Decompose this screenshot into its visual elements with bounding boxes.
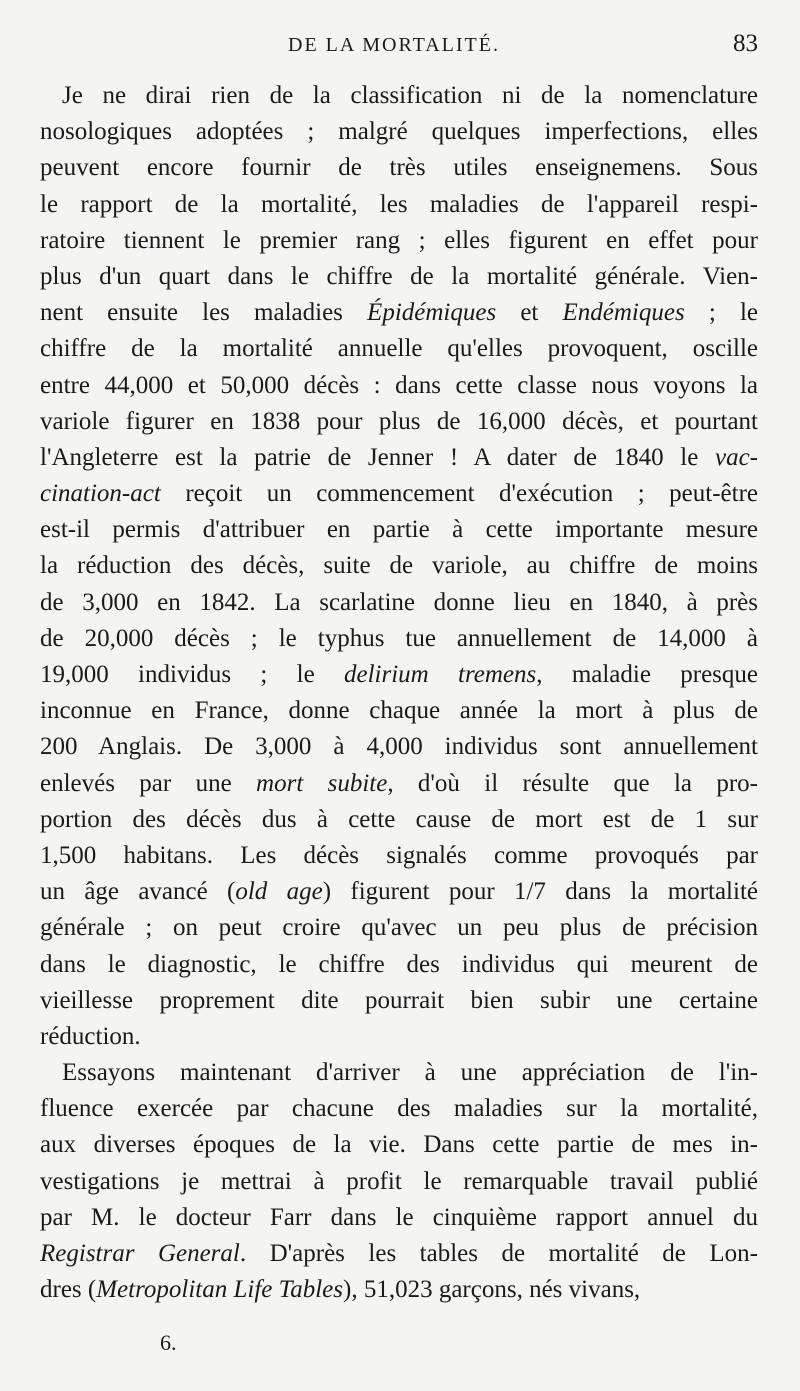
- text-line: 200 Anglais. De 3,000 à 4,000 individus sont annuellement: [40, 733, 758, 761]
- text-line: aux diverses époques de la vie. Dans cette partie de mes in-: [40, 1131, 758, 1159]
- text-line: par M. le docteur Farr dans le cinquième rapport annuel du: [40, 1203, 758, 1231]
- text-line: un âge avancé (old age) figurent pour 1/7 dans la mortalité: [40, 878, 758, 906]
- text-line: enlevés par une mort subite, d'où il résulte que la pro-: [40, 769, 758, 797]
- signature-mark: 6.: [160, 1330, 177, 1355]
- text-line: vieillesse proprement dite pourrait bien subir une certaine: [40, 986, 758, 1014]
- text-line: de 3,000 en 1842. La scarlatine donne lieu en 1840, à près: [40, 588, 758, 616]
- text-line: peuvent encore fournir de très utiles enseignemens. Sous: [40, 154, 758, 182]
- text-line: vestigations je mettrai à profit le remarquable travail publié: [40, 1167, 758, 1195]
- text-line: chiffre de la mortalité annuelle qu'elles provoquent, oscille: [40, 335, 758, 363]
- body-text: [40, 78, 758, 1308]
- text-line: variole figurer en 1838 pour plus de 16,000 décès, et pourtant: [40, 407, 758, 435]
- text-line: le rapport de la mortalité, les maladies de l'appareil respi-: [40, 190, 758, 218]
- text-line: de 20,000 décès ; le typhus tue annuellement de 14,000 à: [40, 624, 758, 652]
- text-line: 19,000 individus ; le delirium tremens, maladie presque: [40, 661, 758, 688]
- text-line: plus d'un quart dans le chiffre de la mortalité générale. Vien-: [40, 262, 758, 290]
- text-line: réduction.: [40, 1022, 141, 1050]
- text-line: inconnue en France, donne chaque année la mort à plus de: [40, 697, 758, 725]
- text-line: est-il permis d'attribuer en partie à cette importante mesure: [40, 516, 758, 544]
- running-title: DE LA MORTALITÉ.: [288, 34, 500, 56]
- text-line: ratoire tiennent le premier rang ; elles figurent en effet pour: [40, 226, 758, 254]
- text-line: nosologiques adoptées ; malgré quelques imperfections, elles: [40, 118, 758, 146]
- text-line: cination-act reçoit un commencement d'exécution ; peut-être: [40, 480, 758, 508]
- text-line: nent ensuite les maladies Épidémiques et Endémiques ; le: [40, 299, 758, 327]
- text-line: dans le diagnostic, le chiffre des individus qui meurent de: [40, 950, 758, 978]
- text-line: dres (Metropolitan Life Tables), 51,023 garçons, nés vivans,: [40, 1276, 641, 1304]
- text-line: générale ; on peut croire qu'avec un peu plus de précision: [40, 914, 758, 942]
- text-line: l'Angleterre est la patrie de Jenner ! A dater de 1840 le vac-: [40, 443, 758, 471]
- text-line: 1,500 habitans. Les décès signalés comme provoqués par: [40, 841, 758, 869]
- text-line: entre 44,000 et 50,000 décès : dans cette classe nous voyons la: [40, 371, 758, 399]
- text-line: portion des décès dus à cette cause de mort est de 1 sur: [40, 805, 758, 833]
- text-line: Registrar General. D'après les tables de mortalité de Lon-: [40, 1240, 758, 1267]
- page-header: [40, 30, 760, 70]
- text-line: Essayons maintenant d'arriver à une appréciation de l'in-: [62, 1059, 758, 1087]
- text-line: fluence exercée par chacune des maladies sur la mortalité,: [40, 1095, 758, 1123]
- text-line: la réduction des décès, suite de variole, au chiffre de moins: [40, 552, 758, 580]
- page-number: 83: [733, 30, 758, 57]
- text-line: Je ne dirai rien de la classification ni de la nomenclature: [62, 82, 758, 109]
